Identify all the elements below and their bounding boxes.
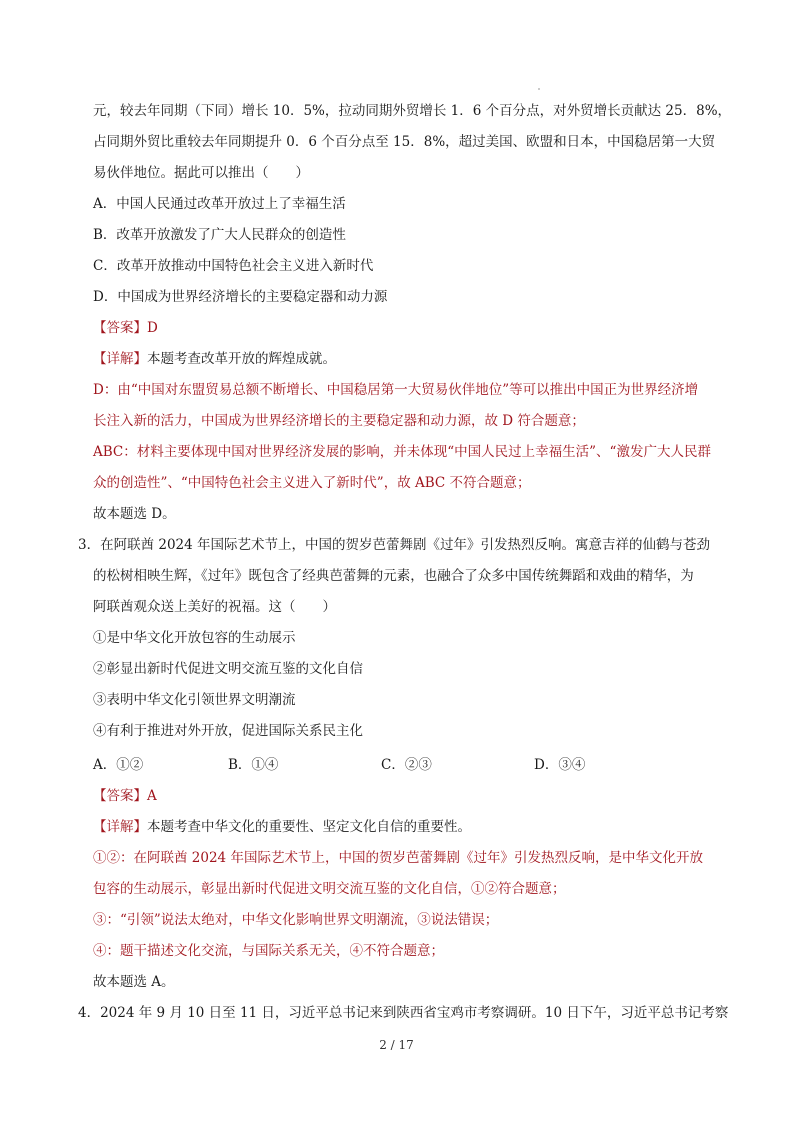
- detail-text: 本题考查中华文化的重要性、坚定文化自信的重要性。: [147, 819, 471, 835]
- q2-conclusion: 故本题选 D。: [93, 506, 176, 522]
- q2-analysis-4: 众的创造性”、“中国特色社会主义进入了新时代”，故 ABC 不符合题意；: [93, 475, 531, 491]
- answer-value: D: [147, 320, 158, 336]
- answer-tag: 【答案】: [93, 788, 147, 804]
- q2-line-1: 元，较去年同期（下同）增长 10．5%，拉动同期外贸增长 1．6 个百分点，对外贸增长贡献达 25．8%，: [93, 103, 732, 119]
- q2-analysis-3: ABC：材料主要体现中国对世界经济发展的影响，并未体现“中国人民过上幸福生活”、“激发广大人民群: [93, 444, 711, 460]
- q2-detail: [93, 349, 336, 369]
- q3-answer: [93, 786, 157, 806]
- q3-statement-1: ①是中华文化开放包容的生动展示: [93, 630, 296, 646]
- page-number: 2 / 17: [379, 1038, 414, 1052]
- q3-option-b: B．①④: [228, 757, 279, 773]
- answer-value: A: [147, 788, 157, 804]
- q3-line-1: 3．在阿联酋 2024 年国际艺术节上，中国的贺岁芭蕾舞剧《过年》引发热烈反响。寓意吉祥的仙鹤与苍劲: [78, 537, 711, 553]
- q2-answer: [93, 318, 158, 338]
- q3-line-2: 的松树相映生辉，《过年》既包含了经典芭蕾舞的元素，也融合了众多中国传统舞蹈和戏曲的精华，为: [93, 568, 694, 584]
- q2-option-c: C．改革开放推动中国特色社会主义进入新时代: [93, 258, 374, 274]
- q4-line-1: 4．2024 年 9 月 10 日至 11 日，习近平总书记来到陕西省宝鸡市考察调研。10 日下午，习近平总书记考察: [78, 1005, 729, 1021]
- detail-text: 本题考查改革开放的辉煌成就。: [147, 351, 336, 367]
- q2-option-a: A．中国人民通过改革开放过上了幸福生活: [93, 196, 346, 212]
- answer-tag: 【答案】: [93, 320, 147, 336]
- detail-tag: 【详解】: [93, 351, 147, 367]
- q3-analysis-1: ①②：在阿联酋 2024 年国际艺术节上，中国的贺岁芭蕾舞剧《过年》引发热烈反响，是中华文化开放: [93, 850, 703, 866]
- q3-statement-4: ④有利于推进对外开放，促进国际关系民主化: [93, 723, 363, 739]
- q2-option-b: B．改革开放激发了广大人民群众的创造性: [93, 227, 346, 243]
- q2-analysis-2: 长注入新的活力，中国成为世界经济增长的主要稳定器和动力源，故 D 符合题意；: [93, 413, 585, 429]
- q3-line-3: 阿联酋观众送上美好的祝福。这（ ）: [93, 599, 336, 615]
- q2-line-3: 易伙伴地位。据此可以推出（ ）: [93, 165, 309, 181]
- q3-option-c: C．②③: [381, 757, 432, 773]
- q2-line-2: 占同期外贸比重较去年同期提升 0．6 个百分点至 15．8%，超过美国、欧盟和日本，中国稳居第一大贸: [93, 134, 716, 150]
- q3-analysis-2: 包容的生动展示，彰显出新时代促进文明交流互鉴的文化自信，①②符合题意；: [93, 881, 566, 897]
- scan-dot: [538, 88, 540, 90]
- q2-analysis-1: D：由“中国对东盟贸易总额不断增长、中国稳居第一大贸易伙伴地位”等可以推出中国正为世界经济增: [93, 382, 699, 398]
- q3-conclusion: 故本题选 A。: [93, 974, 175, 990]
- q3-option-a: A．①②: [93, 757, 144, 773]
- detail-tag: 【详解】: [93, 819, 147, 835]
- q3-detail: [93, 817, 471, 837]
- q3-statement-2: ②彰显出新时代促进文明交流互鉴的文化自信: [93, 661, 363, 677]
- q3-analysis-3: ③：“引领”说法太绝对，中华文化影响世界文明潮流，③说法错误；: [93, 912, 499, 928]
- q3-statement-3: ③表明中华文化引领世界文明潮流: [93, 692, 296, 708]
- q3-analysis-4: ④：题干描述文化交流，与国际关系无关，④不符合题意；: [93, 943, 444, 959]
- q2-option-d: D．中国成为世界经济增长的主要稳定器和动力源: [93, 289, 388, 305]
- q3-option-d: D．③④: [534, 757, 586, 773]
